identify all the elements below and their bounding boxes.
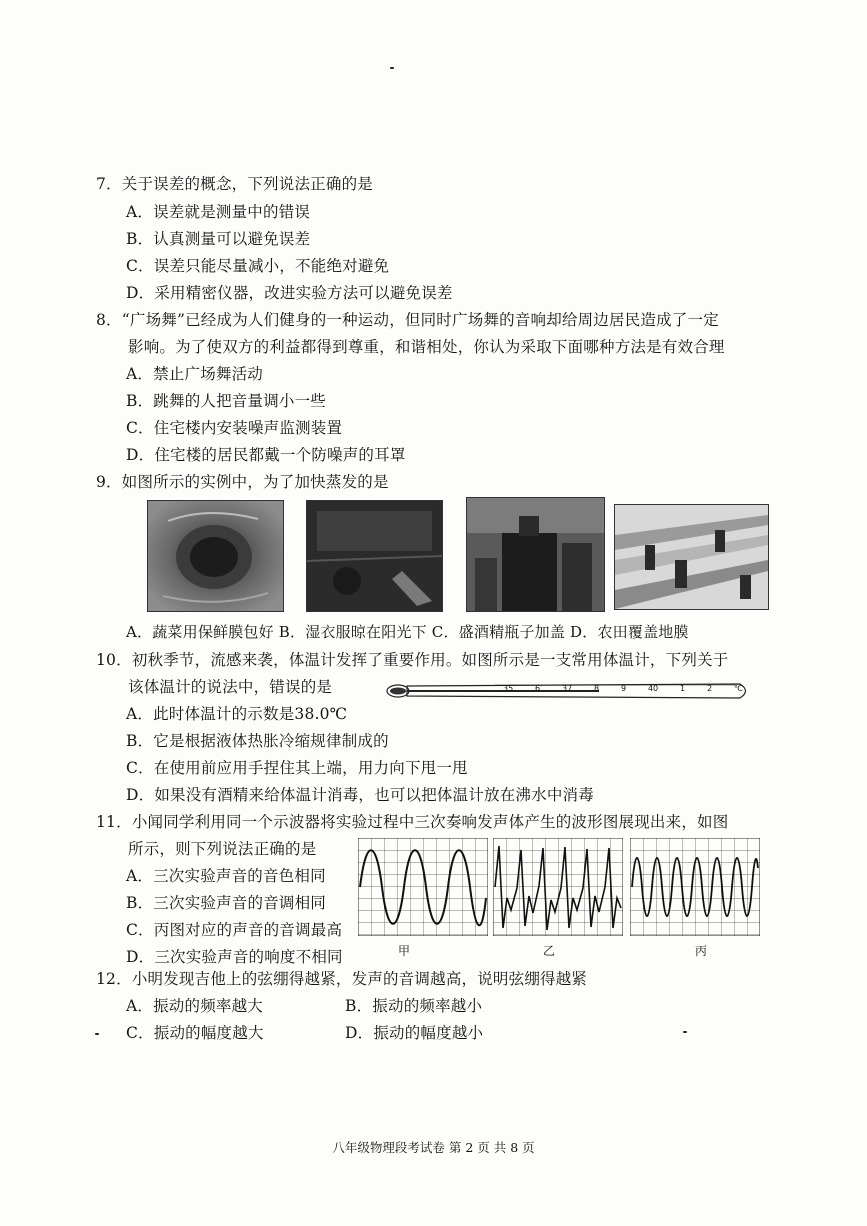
waveform-panel-yi [493,838,623,936]
waveform-panel-jia [358,838,488,936]
photo-vegetables-wrapped [147,500,284,612]
question-12-stem: 12．小明发现吉他上的弦绷得越紧，发声的音调越高，说明弦绷得越紧 [96,970,588,988]
tick-label: 35 [503,684,514,693]
question-9-options: A．蔬菜用保鲜膜包好 B．湿衣服晾在阳光下 C．盛酒精瓶子加盖 D．农田覆盖地膜 [126,623,689,641]
question-7-option-a: A．误差就是测量中的错误 [126,203,311,221]
question-11-option-d: D．三次实验声音的响度不相同 [126,948,343,966]
question-12-option-d: D．振动的幅度越小 [345,1024,484,1042]
question-7-option-b: B．认真测量可以避免误差 [126,230,311,248]
question-8-option-d: D．住宅楼的居民都戴一个防噪声的耳罩 [126,446,406,464]
thermometer-unit: ℃ [733,684,743,693]
question-11-stem-line1: 11．小闻同学利用同一个示波器将实验过程中三次奏响发声体产生的波形图展现出来，如图 [96,813,729,831]
waveform-label-jia: 甲 [398,944,411,958]
page-footer: 八年级物理段考试卷 第 2 页 共 8 页 [332,1140,535,1155]
question-10-option-b: B．它是根据液体热胀冷缩规律制成的 [126,732,389,750]
tick-label: 2 [706,684,713,693]
waveform-label-bing: 丙 [695,944,708,958]
scan-speck [95,1033,99,1035]
tick-label: 1 [680,684,686,693]
thermometer-tick-labels [503,684,743,693]
photo-farmland-film [614,504,769,610]
question-10-stem-line1: 10．初秋季节，流感来袭，体温计发挥了重要作用。如图所示是一支常用体温计，下列关于 [96,651,729,669]
tick-label: 8 [594,684,600,693]
question-8-option-a: A．禁止广场舞活动 [126,365,263,383]
waveform-panel-bing [630,838,760,936]
question-8-stem-line1: 8．“广场舞”已经成为人们健身的一种运动，但同时广场舞的音响却给周边居民造成了一定 [96,311,719,329]
question-7-stem: 7．关于误差的概念，下列说法正确的是 [96,175,373,193]
tick-label: 9 [621,684,627,693]
question-8-option-b: B．跳舞的人把音量调小一些 [126,392,326,410]
question-12-option-a: A．振动的频率越大 [126,997,263,1015]
question-11-option-a: A．三次实验声音的音色相同 [126,867,326,885]
question-9-stem: 9．如图所示的实例中，为了加快蒸发的是 [96,473,389,491]
question-11-option-c: C．丙图对应的声音的音调最高 [126,921,343,939]
thermometer-figure [385,679,753,703]
tick-label: 37 [562,684,573,693]
photo-clothes-in-sun [306,500,443,612]
tick-label: 6 [535,684,541,693]
question-7-option-d: D．采用精密仪器，改进实验方法可以避免误差 [126,284,453,302]
question-10-stem-line2: 该体温计的说法中，错误的是 [128,678,333,696]
question-10-option-a: A．此时体温计的示数是38.0℃ [126,705,348,723]
question-7-option-c: C．误差只能尽量减小，不能绝对避免 [126,257,390,275]
question-11-option-b: B．三次实验声音的音调相同 [126,894,326,912]
scan-speck [390,67,394,69]
question-12-option-c: C．振动的幅度越大 [126,1024,264,1042]
question-10-option-d: D．如果没有酒精来给体温计消毒，也可以把体温计放在沸水中消毒 [126,786,594,804]
question-8-stem-line2: 影响。为了使双方的利益都得到尊重，和谐相处，你认为采取下面哪种方法是有效合理 [128,338,725,356]
tick-label: 40 [647,684,659,693]
question-12-option-b: B．振动的频率越小 [345,997,483,1015]
question-11-stem-line2: 所示，则下列说法正确的是 [128,840,317,858]
photo-alcohol-bottle-capped [466,497,605,612]
question-8-option-c: C．住宅楼内安装噪声监测装置 [126,419,343,437]
waveform-label-yi: 乙 [543,944,556,958]
question-10-option-c: C．在使用前应用手捏住其上端，用力向下甩一甩 [126,759,468,777]
scan-speck [683,1031,687,1033]
